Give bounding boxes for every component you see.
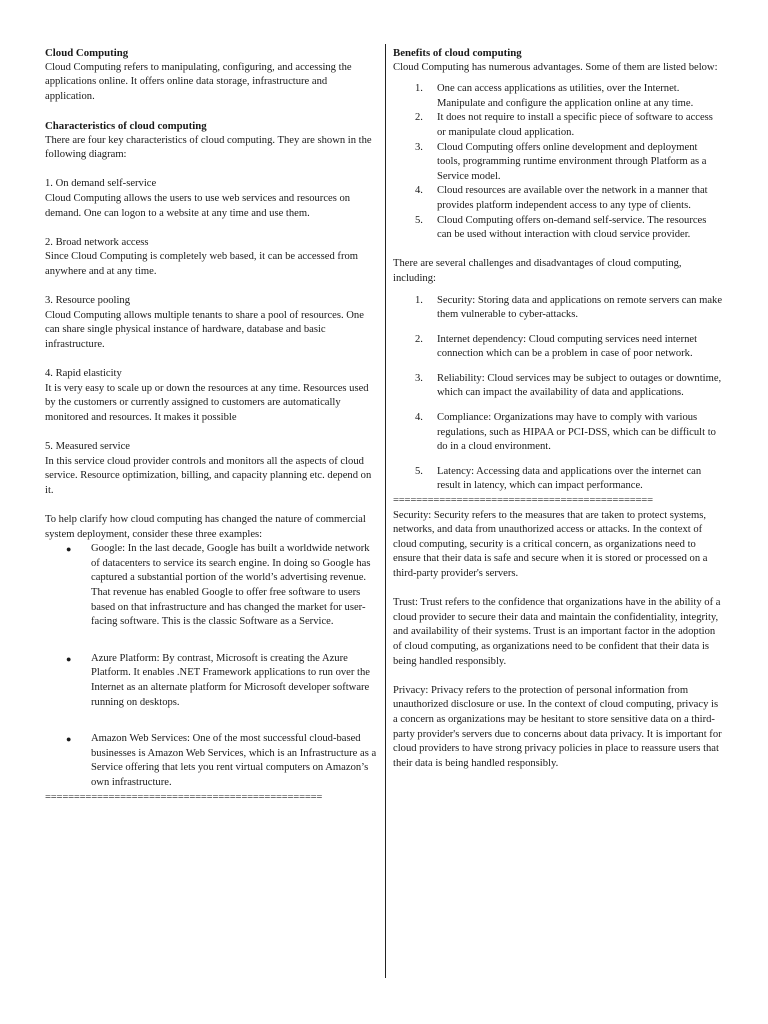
characteristics-intro: There are four key characteristics of cloud computing. They are shown in the following diagram: [45,134,372,161]
bullet-icon: ● [66,734,72,745]
list-item: 4. Cloud resources are available over the network in a manner that provides platform independent access to any type of clients. [415,185,708,211]
characteristic-title: 5. Measured service [45,441,131,453]
security-paragraph: Security: Security refers to the measures that are taken to protect systems, networks, and data from unauthorized access or attacks. In the context of cloud computing, security is a critical concern, as organizations need to ensure that their data is safe and secure when it is stored or processed on a third-party provider's servers. [393,509,708,579]
benefits-heading: Benefits of cloud computing [393,47,522,59]
list-item: 1. Security: Storing data and applications on remote servers can make them vulnerable to cyber-attacks. [415,294,723,321]
section-separator: ================================================ [45,791,323,803]
list-item: 2. Internet dependency: Cloud computing services need internet connection which can be a problem in case of poor network. [415,333,698,360]
example-text: Google: In the last decade, Google has built a worldwide network of datacenters to service its search engine. In doing so Google has captured a substantial portion of the world’s advertising revenue. That revenue has enabled Google to offer free software to users based on that infrastructure and has changed the market for user-facing software. This is the classic Software as a Service. [91,543,371,628]
trust-paragraph: Trust: Trust refers to the confidence that organizations have in the ability of a cloud provider to secure their data and maintain the confidentiality, integrity, and availability of their systems. Trust is an important factor in the adoption of cloud computing, as organizations need to be confident that their data is being handled responsibly. [393,597,721,667]
examples-list [45,542,377,790]
list-item [45,652,377,710]
list-item: 5. Latency: Accessing data and applications over the internet can result in latency, which can impact performance. [415,465,702,492]
characteristic-text: It is very easy to scale up or down the resources at any time. Resources used by the customers or currently assigned to customers are automatically monitored and resources. It makes it possible [45,382,369,423]
right-column [393,46,723,771]
benefits-intro: Cloud Computing has numerous advantages. Some of them are listed below: [393,61,718,73]
list-item: 3. Reliability: Cloud services may be subject to outages or downtime, which can impact the availability of data and applications. [415,372,722,399]
list-item [45,542,377,630]
cloud-computing-description: Cloud Computing refers to manipulating, configuring, and accessing the applications online. It offers online data storage, infrastructure and application. [45,61,352,102]
characteristic-title: 1. On demand self-service [45,178,157,190]
list-item: 5. Cloud Computing offers on-demand self-service. The resources can be used without interaction with cloud service provider. [415,214,707,241]
characteristic-title: 4. Rapid elasticity [45,368,122,380]
example-text: Azure Platform: By contrast, Microsoft is creating the Azure Platform. It enables .NET Framework applications to run over the Internet as an alternate platform for Microsoft developer software running on desktops. [91,652,370,708]
column-divider [385,44,386,978]
characteristic-text: Since Cloud Computing is completely web based, it can be accessed from anywhere and at any time. [45,251,359,277]
privacy-paragraph: Privacy: Privacy refers to the protection of personal information from unauthorized disclosure or use. In the context of cloud computing, privacy is a concern as organizations may be hesitant to store sensitive data on a third-party provider's servers due to concerns about data privacy. It is important for cloud providers to have strong privacy policies in place to reassure users that their data is being handled responsibly. [393,684,722,769]
left-column [45,46,377,805]
list-item: 1. One can access applications as utilities, over the Internet. Manipulate and configure the application online at any time. [415,83,694,109]
section-separator: ============================================= [393,495,653,507]
bullet-icon: ● [66,653,72,664]
characteristics-heading: Characteristics of cloud computing [45,119,207,132]
examples-intro: To help clarify how cloud computing has changed the nature of commercial system deployment, consider these three examples: [45,514,366,540]
list-item: 4. Compliance: Organizations may have to comply with various regulations, such as HIPAA or PCI-DSS, which can be difficult to do in a cloud environment. [415,412,716,453]
challenges-intro: There are several challenges and disadvantages of cloud computing, including: [393,258,682,284]
challenges-list [393,294,723,495]
characteristic-text: Cloud Computing allows multiple tenants to share a pool of resources. One can share single physical instance of hardware, database and basic infrastructure. [45,309,364,350]
cloud-computing-heading: Cloud Computing [45,47,129,59]
list-item: 3. Cloud Computing offers online development and deployment tools, programming runtime environment through Platform as a Service model. [415,141,707,182]
characteristic-text: In this service cloud provider controls and monitors all the aspects of cloud service. Resource optimization, billing, and capacity planning etc. depend on it. [45,455,372,496]
benefits-list [393,82,723,243]
bullet-icon: ● [66,544,72,555]
characteristic-title: 2. Broad network access [45,236,149,248]
example-text: Amazon Web Services: One of the most successful cloud-based businesses is Amazon Web Services, which is an Infrastructure as a Service offering that lets you rent virtual computers on Amazon’s own infrastructure. [91,733,377,788]
characteristic-text: Cloud Computing allows the users to use web services and resources on demand. One can logon to a website at any time and use them. [45,192,351,219]
list-item: 2. It does not require to install a specific piece of software to access or manipulate cloud application. [415,112,713,138]
list-item [45,732,377,790]
characteristic-title: 3. Resource pooling [45,295,131,307]
